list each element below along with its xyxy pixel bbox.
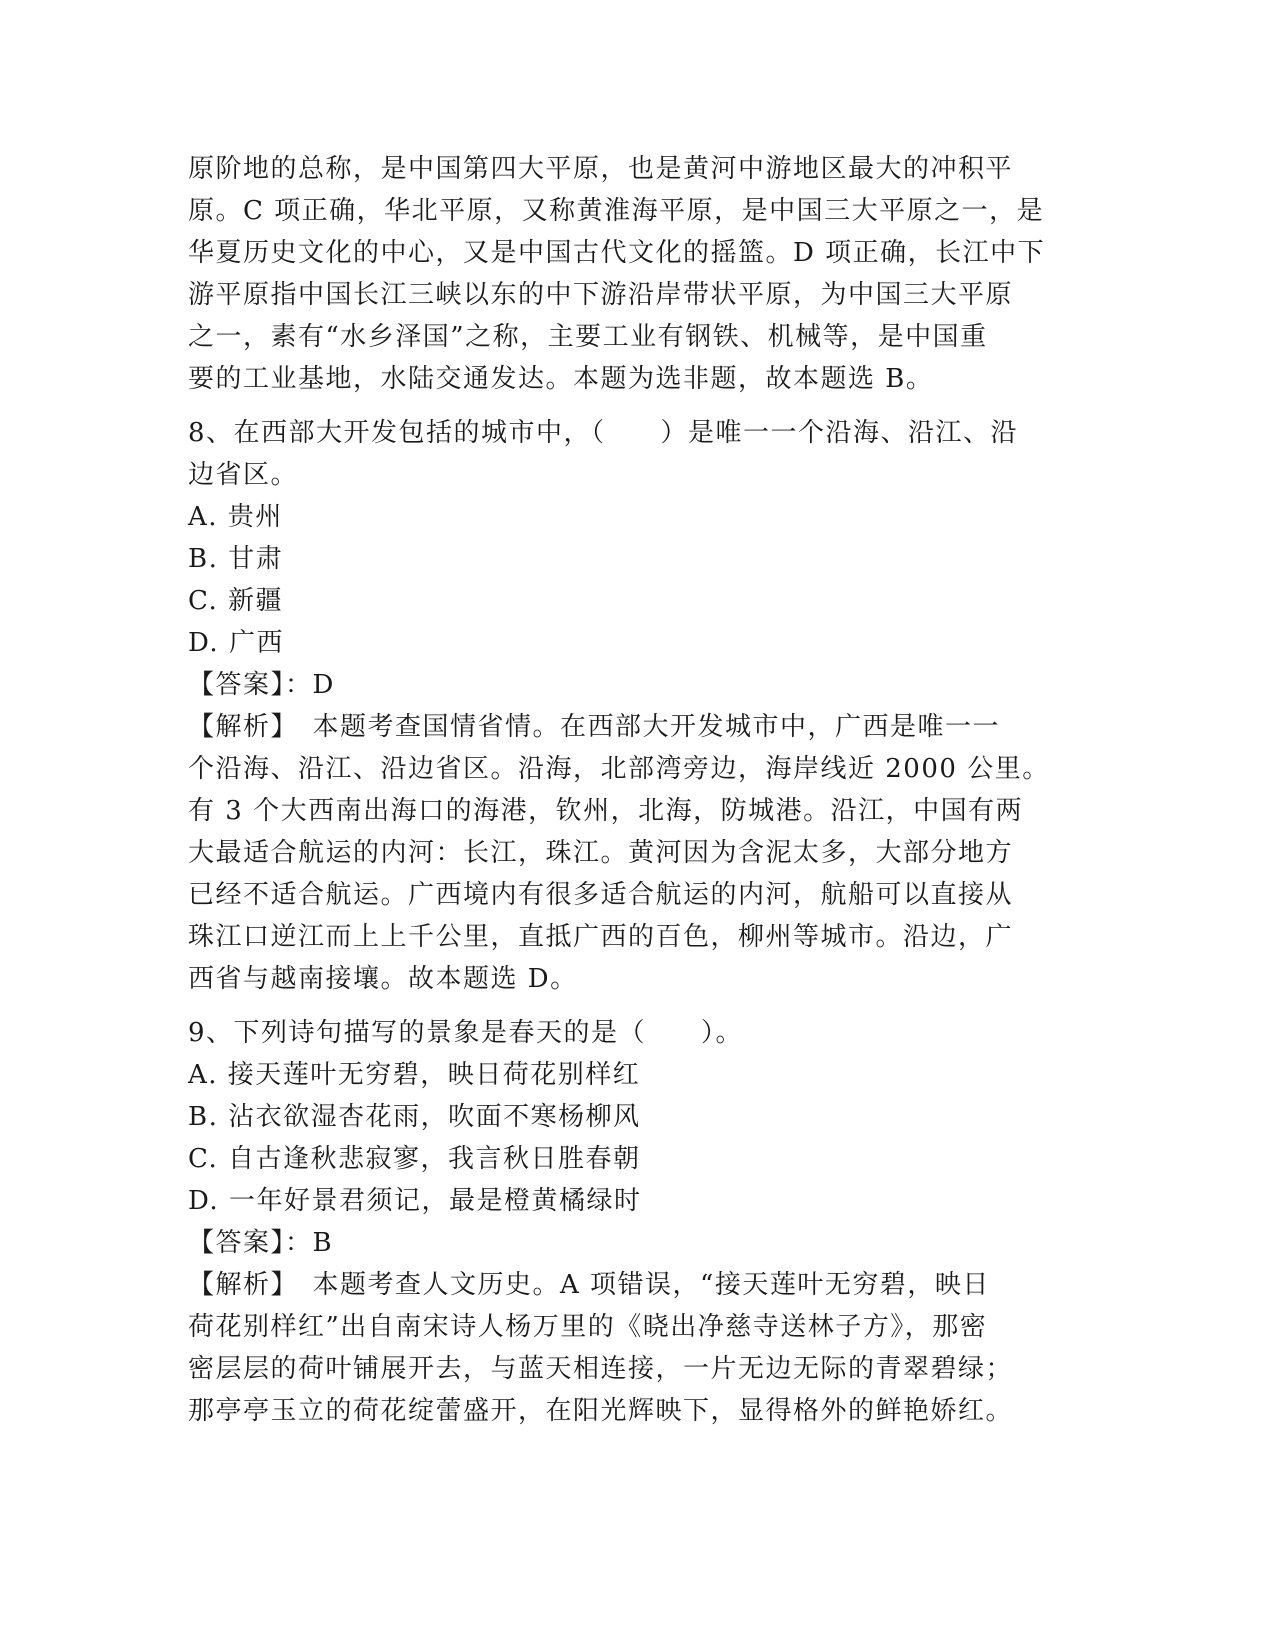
spacer [188, 1000, 1088, 1012]
question-9 [188, 1012, 1088, 1432]
question-stem: 8、在西部大开发包括的城市中，（ ）是唯一一个沿海、沿江、沿 [188, 418, 1019, 448]
answer-line: 【答案】：D [188, 670, 335, 700]
analysis-line: 个沿海、沿江、沿边省区。沿海，北部湾旁边，海岸线近 2000 公里。 [188, 754, 1050, 784]
text-line: 游平原指中国长江三峡以东的中下游沿岸带状平原，为中国三大平原 [188, 280, 1014, 310]
option-b: B. 沾衣欲湿杏花雨，吹面不寒杨柳风 [188, 1102, 641, 1132]
option-d: D. 广西 [188, 628, 284, 658]
text-line: 华夏历史文化的中心，又是中国古代文化的摇篮。D 项正确，长江中下 [188, 238, 1046, 268]
option-d: D. 一年好景君须记，最是橙黄橘绿时 [188, 1186, 642, 1216]
intro-paragraph [188, 148, 1088, 400]
option-c: C. 新疆 [188, 586, 283, 616]
option-c: C. 自古逢秋悲寂寥，我言秋日胜春朝 [188, 1144, 641, 1174]
analysis-line: 那亭亭玉立的荷花绽蕾盛开，在阳光辉映下，显得格外的鲜艳娇红。 [188, 1396, 1014, 1426]
text-line: 要的工业基地，水陆交通发达。本题为选非题，故本题选 B。 [188, 364, 934, 394]
analysis-line: 西省与越南接壤。故本题选 D。 [188, 964, 578, 994]
option-b: B. 甘肃 [188, 544, 284, 574]
question-stem: 9、下列诗句描写的景象是春天的是（ ）。 [188, 1018, 744, 1048]
answer-line: 【答案】：B [188, 1228, 334, 1258]
analysis-line: 荷花别样红”出自南宋诗人杨万里的《晓出净慈寺送林子方》，那密 [188, 1312, 988, 1342]
analysis-line: 已经不适合航运。广西境内有很多适合航运的内河，航船可以直接从 [188, 880, 1014, 910]
text-line: 原阶地的总称，是中国第四大平原，也是黄河中游地区最大的冲积平 [188, 154, 1014, 184]
text-line: 之一，素有“水乡泽国”之称，主要工业有钢铁、机械等，是中国重 [188, 322, 988, 352]
page-content [188, 148, 1088, 1432]
analysis-line: 密层层的荷叶铺展开去，与蓝天相连接，一片无边无际的青翠碧绿； [188, 1354, 1014, 1384]
question-8 [188, 412, 1088, 1000]
analysis-line: 【解析】 本题考查国情省情。在西部大开发城市中，广西是唯一一 [188, 712, 1001, 742]
text-line: 原。C 项正确，华北平原，又称黄淮海平原，是中国三大平原之一，是 [188, 196, 1045, 226]
option-a: A. 接天莲叶无穷碧，映日荷花别样红 [188, 1060, 641, 1090]
analysis-line: 珠江口逆江而上上千公里，直抵广西的百色，柳州等城市。沿边，广 [188, 922, 1014, 952]
question-stem: 边省区。 [188, 460, 299, 490]
analysis-line: 【解析】 本题考查人文历史。A 项错误，“接天莲叶无穷碧，映日 [188, 1270, 990, 1300]
analysis-line: 有 3 个大西南出海口的海港，钦州，北海，防城港。沿江，中国有两 [188, 796, 1024, 826]
analysis-line: 大最适合航运的内河：长江，珠江。黄河因为含泥太多，大部分地方 [188, 838, 1014, 868]
option-a: A. 贵州 [188, 502, 283, 532]
spacer [188, 400, 1088, 412]
